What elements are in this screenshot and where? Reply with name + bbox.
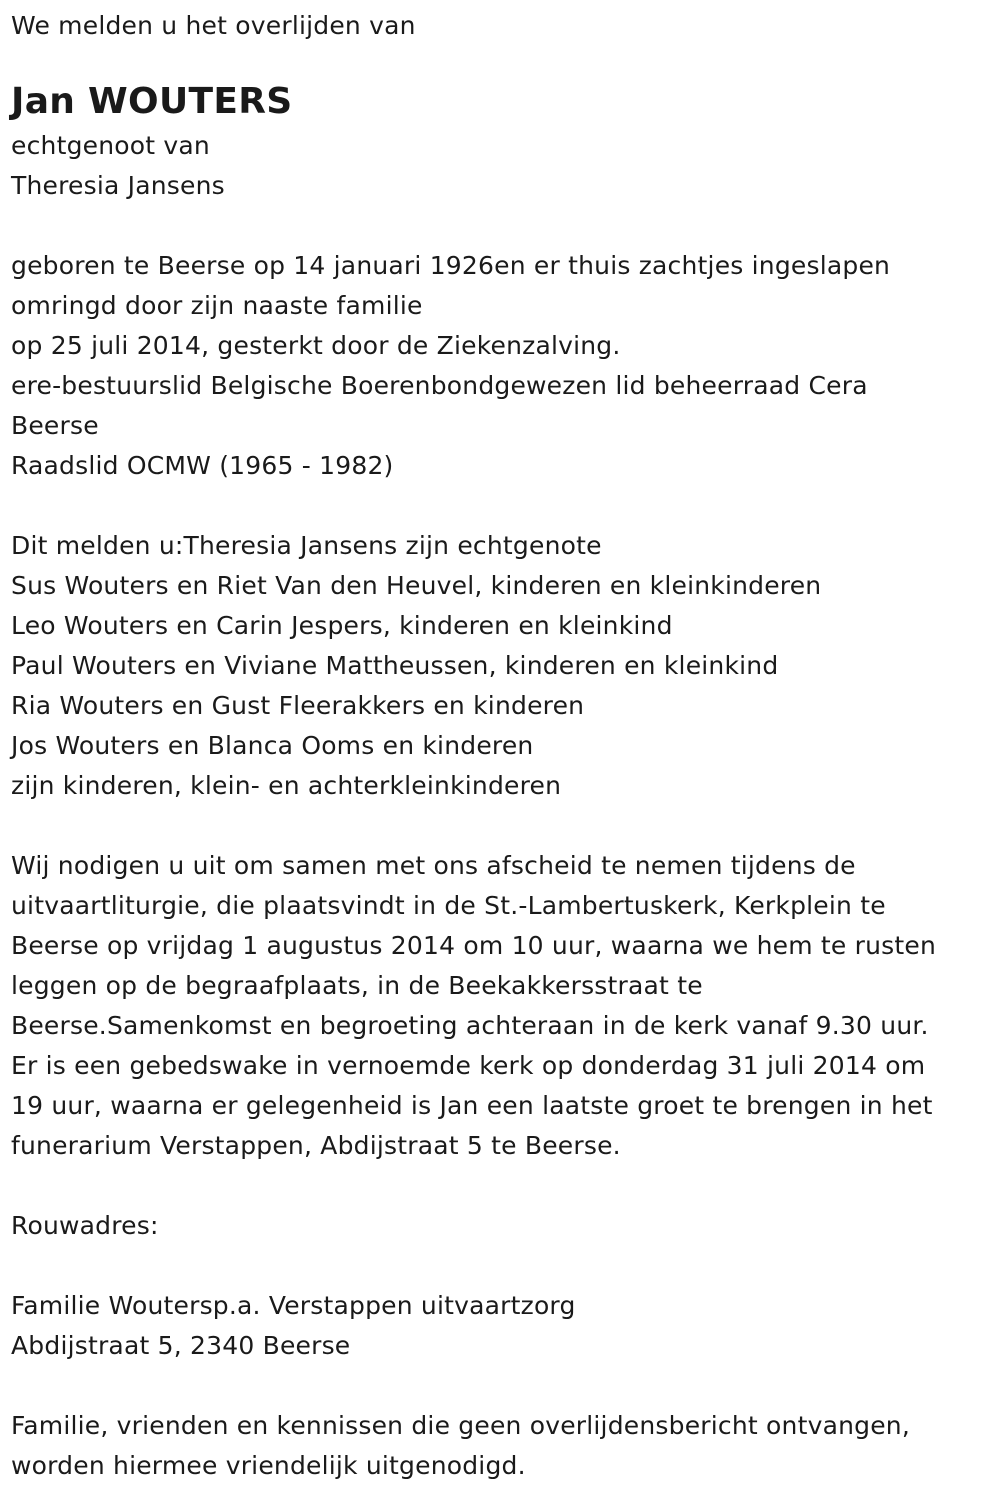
family-line: zijn kinderen, klein- en achterkleinkinderen <box>11 771 562 800</box>
closing-line: worden hiermee vriendelijk uitgenodigd. <box>11 1451 526 1480</box>
spacer <box>11 486 1000 526</box>
closing-section <box>11 1406 1000 1486</box>
address-section <box>11 1286 1000 1366</box>
spouse-line: echtgenoot van <box>11 131 210 160</box>
family-line: Jos Wouters en Blanca Ooms en kinderen <box>11 731 534 760</box>
spouse-section <box>11 126 1000 206</box>
ceremony-line: Beerse op vrijdag 1 augustus 2014 om 10 uur, waarna we hem te rusten <box>11 931 937 960</box>
address-label: Rouwadres: <box>11 1211 159 1240</box>
address-line: Abdijstraat 5, 2340 Beerse <box>11 1331 351 1360</box>
life-line: geboren te Beerse op 14 januari 1926en er thuis zachtjes ingeslapen <box>11 251 891 280</box>
family-line: Dit melden u:Theresia Jansens zijn echtgenote <box>11 531 602 560</box>
spacer <box>11 1166 1000 1206</box>
life-line: op 25 juli 2014, gesterkt door de Ziekenzalving. <box>11 331 621 360</box>
address-line: Familie Woutersp.a. Verstappen uitvaartzorg <box>11 1291 576 1320</box>
life-line: Beerse <box>11 411 99 440</box>
family-line: Paul Wouters en Viviane Mattheussen, kinderen en kleinkind <box>11 651 779 680</box>
closing-line: Familie, vrienden en kennissen die geen overlijdensbericht ontvangen, <box>11 1411 910 1440</box>
spouse-line: Theresia Jansens <box>11 171 225 200</box>
intro-text: We melden u het overlijden van <box>11 11 416 40</box>
ceremony-line: Wij nodigen u uit om samen met ons afscheid te nemen tijdens de <box>11 851 856 880</box>
family-section <box>11 526 1000 806</box>
family-line: Sus Wouters en Riet Van den Heuvel, kinderen en kleinkinderen <box>11 571 822 600</box>
ceremony-line: Er is een gebedswake in vernoemde kerk op donderdag 31 juli 2014 om <box>11 1051 926 1080</box>
life-line: ere-bestuurslid Belgische Boerenbondgewezen lid beheerraad Cera <box>11 371 868 400</box>
ceremony-line: leggen op de begraafplaats, in de Beekakkersstraat te <box>11 971 703 1000</box>
ceremony-line: 19 uur, waarna er gelegenheid is Jan een laatste groet te brengen in het <box>11 1091 933 1120</box>
ceremony-line: Beerse.Samenkomst en begroeting achteraan in de kerk vanaf 9.30 uur. <box>11 1011 929 1040</box>
life-section <box>11 246 1000 486</box>
ceremony-line: uitvaartliturgie, die plaatsvindt in de St.-Lambertuskerk, Kerkplein te <box>11 891 886 920</box>
spacer <box>11 1246 1000 1286</box>
spacer <box>11 806 1000 846</box>
spacer <box>11 1366 1000 1406</box>
family-line: Ria Wouters en Gust Fleerakkers en kinderen <box>11 691 585 720</box>
family-line: Leo Wouters en Carin Jespers, kinderen en kleinkind <box>11 611 673 640</box>
spacer <box>11 206 1000 246</box>
ceremony-section <box>11 846 1000 1166</box>
deceased-name: Jan WOUTERS <box>11 81 293 122</box>
life-line: Raadslid OCMW (1965 - 1982) <box>11 451 394 480</box>
ceremony-line: funerarium Verstappen, Abdijstraat 5 te Beerse. <box>11 1131 621 1160</box>
life-line: omringd door zijn naaste familie <box>11 291 423 320</box>
